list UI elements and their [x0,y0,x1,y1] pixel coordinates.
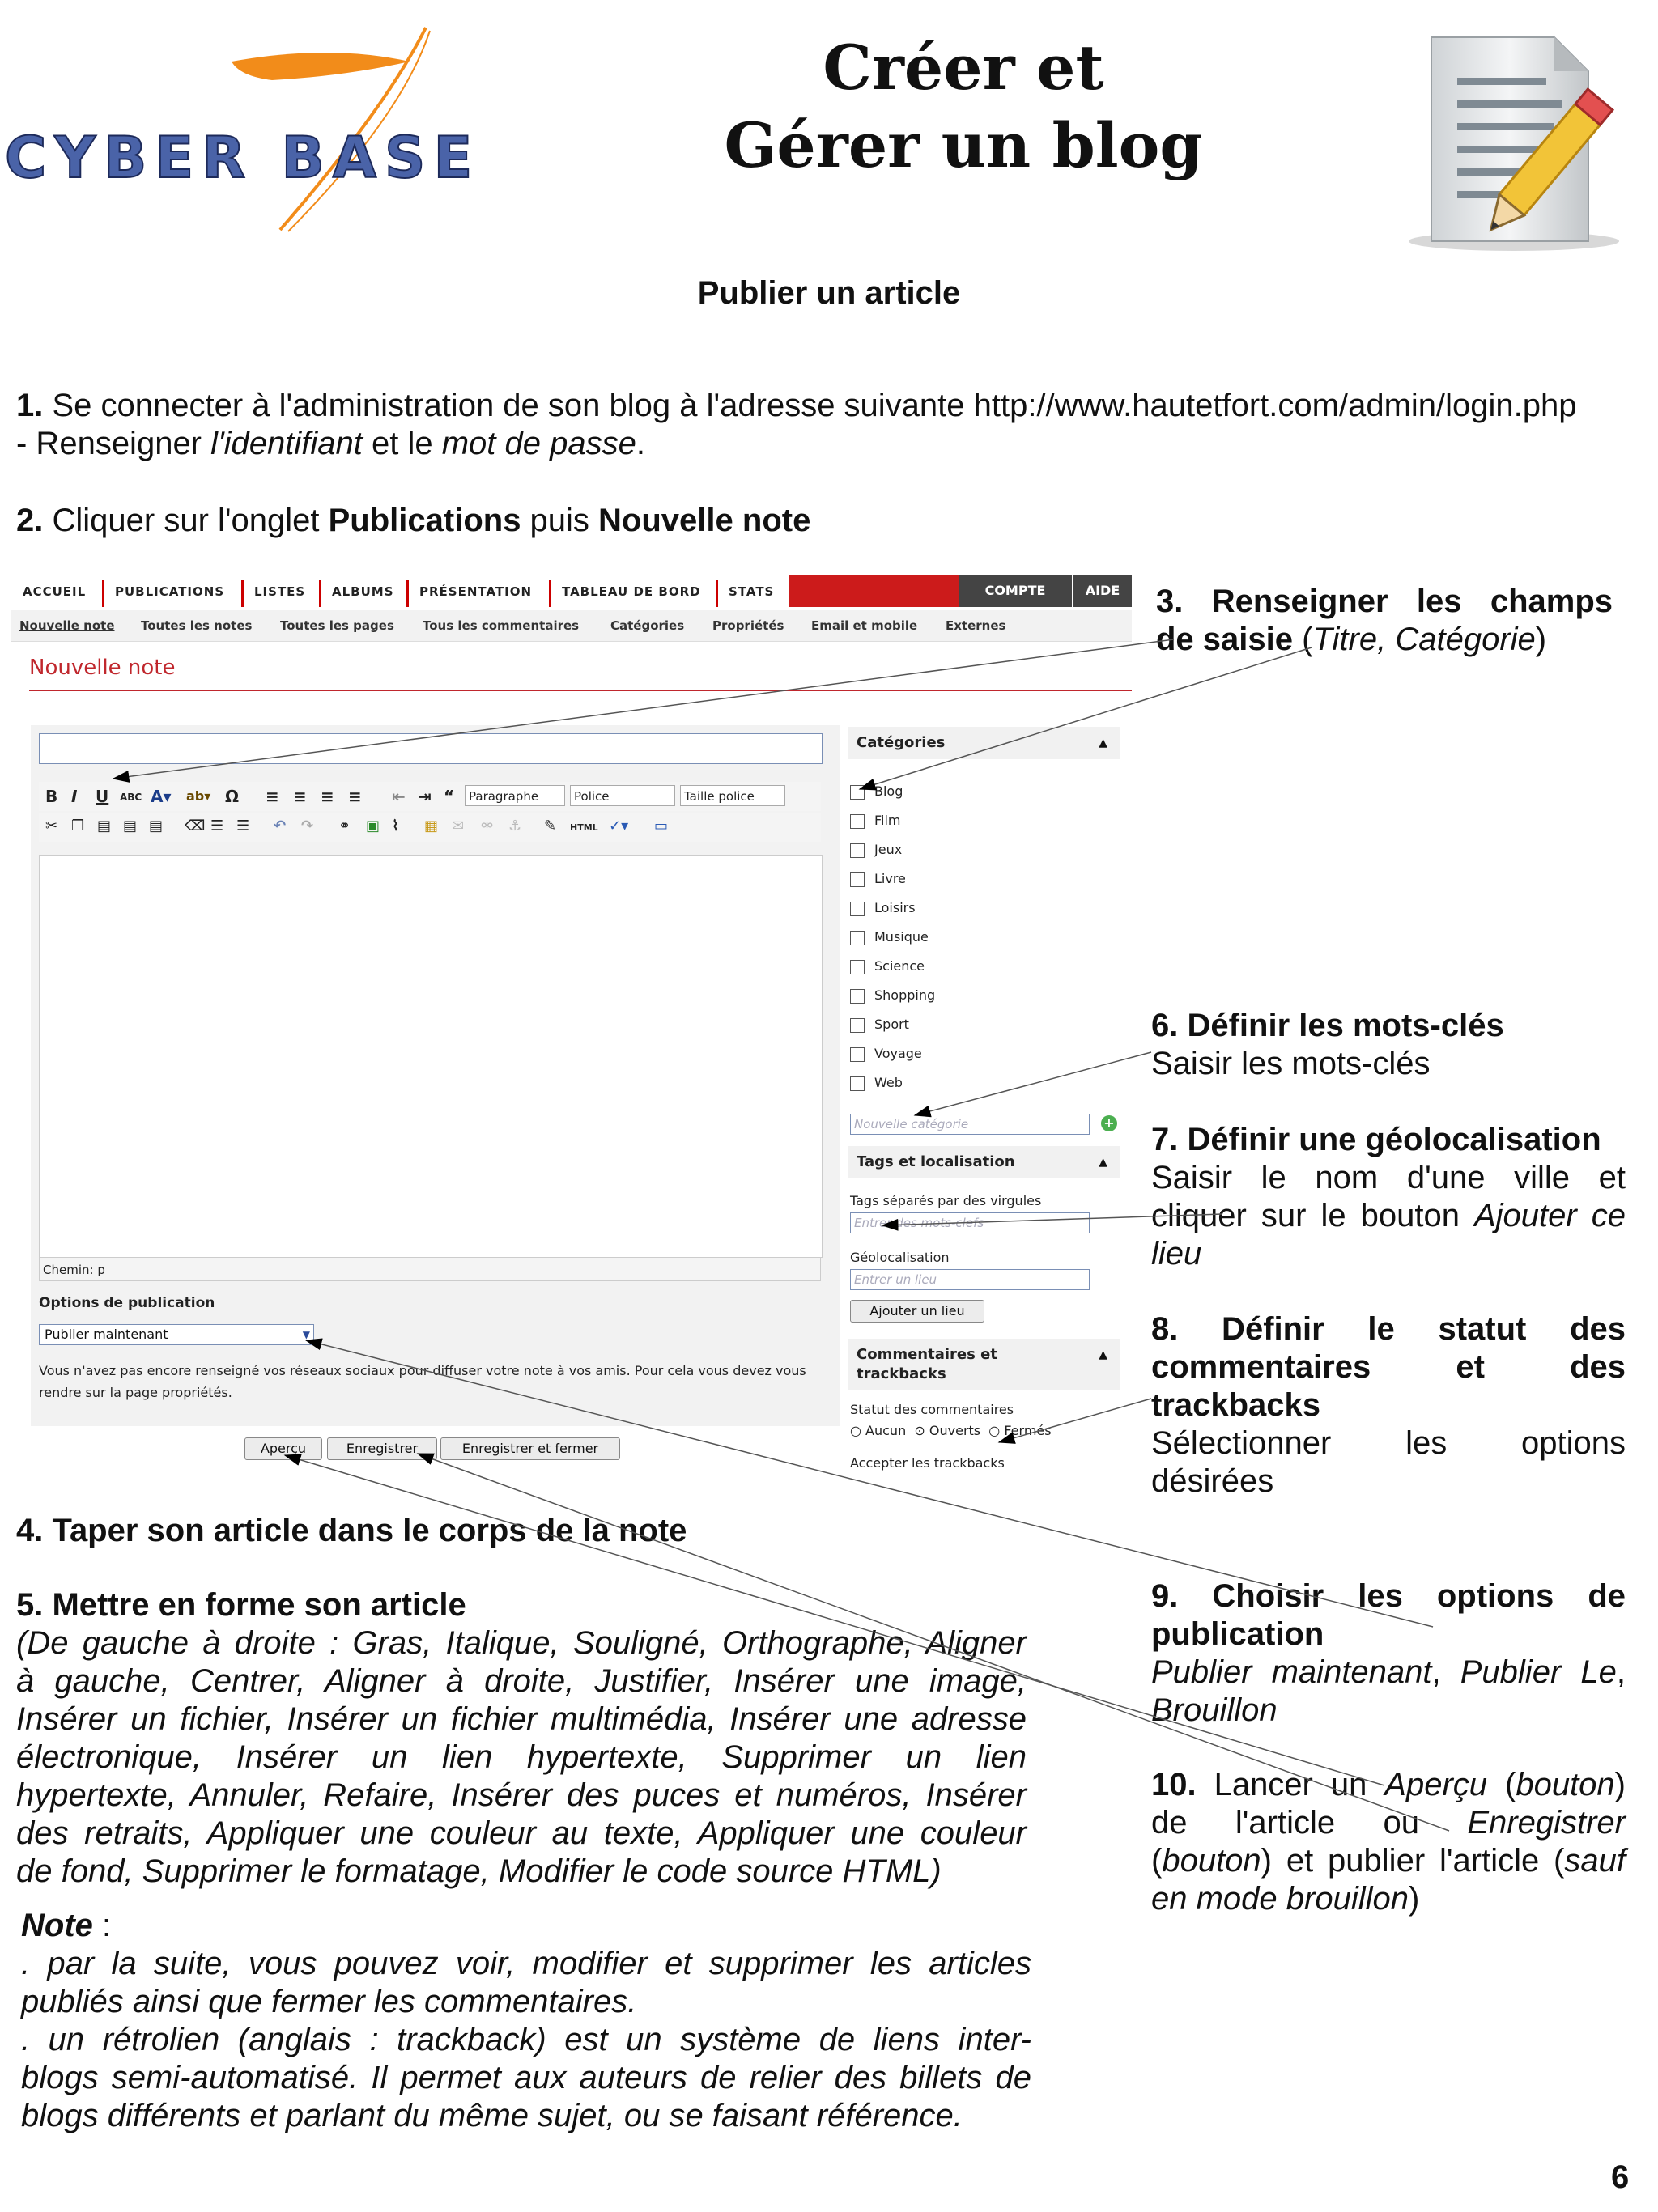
nav-separator [319,580,321,607]
sub-tab-nouvelle-note[interactable]: Nouvelle note [19,618,115,633]
step9-line1: 9. Choisir les options de [1151,1578,1626,1614]
step10-enregistrer: Enregistrer [1467,1805,1626,1841]
collapse-icon[interactable]: ▲ [1099,737,1107,749]
sub-tab-externes[interactable]: Externes [946,618,1006,633]
step7-title: 7. Définir une géolocalisation [1151,1122,1601,1157]
category-item[interactable] [850,1017,909,1033]
step6-text: Saisir les mots-clés [1151,1046,1431,1081]
checkbox-icon[interactable] [850,814,865,829]
checkbox-icon[interactable] [850,1076,865,1091]
cyberbase-logo [5,11,612,238]
format-select[interactable]: Paragraphe [465,785,565,806]
doc-title-line2: Gérer un blog [724,109,1203,181]
checkbox-icon[interactable] [850,785,865,800]
paste-text-icon[interactable]: ▤ [123,817,138,834]
fullscreen-icon[interactable]: ▭ [654,817,669,834]
special-char-icon[interactable]: Ω [225,787,240,806]
step9-line3-b: , [1431,1654,1460,1690]
font-select[interactable]: Police [570,785,675,806]
editor-path: Chemin: p [39,1257,821,1281]
redo-icon[interactable]: ↷ [301,817,314,834]
underline-button[interactable]: U [96,787,109,806]
nav-tab-stats[interactable]: STATS [729,584,775,599]
step1-number: 1. [16,388,44,423]
category-item[interactable] [850,1046,922,1062]
step5-line: de fond, Supprimer le formatage, Modifier le code source HTML) [16,1853,942,1889]
step5-line: (De gauche à droite : Gras, Italique, Souligné, Orthographe, Aligner [16,1625,1027,1661]
category-item[interactable] [850,1075,903,1091]
nav-tab-presentation[interactable]: PRÉSENTATION [419,584,533,599]
step5-line: hypertexte, Annuler, Refaire, Insérer des puces et numéros, Insérer [16,1777,1027,1813]
step3-line2-b: ( [1293,622,1313,657]
logo-text: CYBER BASE [5,125,481,191]
category-item[interactable] [850,813,901,829]
step10-line1-b: Lancer un [1196,1767,1385,1802]
checkbox-icon[interactable] [850,1018,865,1033]
category-item[interactable] [850,783,903,800]
step7-line2-b: Ajouter ce [1473,1198,1626,1233]
step1 [16,387,1652,463]
document-edit-icon [1392,29,1627,256]
step3-line2-a: de saisie [1156,622,1294,657]
sub-tab-email-et-mobile[interactable]: Email et mobile [811,618,918,633]
page-number: 6 [1611,2159,1630,2195]
nav-separator [102,580,104,607]
nav-aide[interactable]: AIDE [1073,575,1132,607]
nav-tab-listes[interactable]: LISTES [254,584,306,599]
new-category-input[interactable]: Nouvelle catégorie [850,1114,1090,1135]
top-nav [11,575,1132,607]
nav-compte[interactable]: COMPTE [959,575,1072,607]
step5 [16,1586,1027,1891]
sub-tab-categories[interactable]: Catégories [610,618,685,633]
tags-label: Tags séparés par des virgules [850,1193,1042,1208]
radio-fermes-label: Fermés [1004,1423,1052,1438]
add-place-button[interactable]: Ajouter un lieu [850,1300,984,1323]
sub-tab-toutes-les-pages[interactable]: Toutes les pages [280,618,394,633]
unlink-icon[interactable]: ⚮ [481,817,494,834]
category-label: Musique [874,929,929,945]
collapse-icon[interactable]: ▲ [1099,1348,1107,1361]
collapse-icon[interactable]: ▲ [1099,1156,1107,1169]
publication-options-label: Options de publication [39,1295,215,1311]
note-line: . par la suite, vous pouvez voir, modifier et supprimer les articles [21,1946,1031,1981]
step1-line2-e: . [636,426,645,461]
text-color-icon[interactable]: A▾ [151,787,172,806]
category-item[interactable] [850,929,929,945]
bold-button[interactable]: B [45,787,58,806]
tags-title: Tags et localisation [857,1153,1015,1170]
step9 [1151,1577,1626,1730]
tags-input[interactable]: Entrer des mots-clefs [850,1212,1090,1233]
step2 [16,502,810,540]
step7-line2-a: cliquer sur le bouton [1151,1198,1474,1233]
checkbox-icon[interactable] [850,872,865,887]
step9-line4: Brouillon [1151,1692,1278,1728]
step10-line3-c: ) et publier l'article ( [1261,1843,1565,1879]
step8-line1: 8. Définir le statut des [1151,1311,1626,1347]
comments-title-line1: Commentaires et [857,1346,997,1363]
category-label: Shopping [874,987,936,1003]
numbered-list-icon[interactable]: ☰ [236,817,250,834]
nav-separator [716,580,718,607]
note-block [21,1907,1031,2135]
sub-tab-toutes-les-notes[interactable]: Toutes les notes [141,618,253,633]
note-colon: : [92,1908,112,1943]
step2-number: 2. [16,503,44,538]
step9-line3-d: , [1616,1654,1626,1690]
category-label: Livre [874,871,906,886]
save-close-button[interactable]: Enregistrer et fermer [440,1437,620,1460]
attach-file-icon[interactable]: ⌇ [392,817,399,834]
step10-brouillon: en mode brouillon [1151,1881,1409,1917]
step2-publications: Publications [328,503,521,538]
note-line: blogs semi-automatisé. Il permet aux auteurs de relier des billets de [21,2060,1031,2095]
step3-line1: 3. Renseigner les champs [1156,584,1613,619]
doc-title-line1: Créer et [823,32,1104,104]
step10-line1-d: ( [1487,1767,1516,1802]
align-center-icon[interactable]: ≡ [293,787,307,806]
step7-line1: Saisir le nom d'une ville et [1151,1160,1626,1195]
image-icon[interactable]: ▣ [366,817,380,834]
nav-tab-accueil[interactable]: ACCUEIL [23,584,87,599]
align-justify-icon[interactable]: ≡ [348,787,362,806]
publication-note: Vous n'avez pas encore renseigné vos réseaux sociaux pour diffuser votre note à vos amis. Pour cela vous devez vous rendre sur la page propriétés. [39,1363,806,1400]
category-item[interactable] [850,987,935,1004]
checkbox-icon[interactable] [850,931,865,945]
bullet-list-icon[interactable]: ☰ [210,817,224,834]
add-category-icon[interactable]: + [1101,1115,1117,1131]
chevron-down-icon: ▼ [302,1329,310,1340]
radio-ouverts[interactable]: ⊙ Ouverts [914,1423,981,1438]
geo-input[interactable]: Entrer un lieu [850,1269,1090,1290]
note-line: . un rétrolien (anglais : trackback) est un système de liens inter- [21,2022,1031,2057]
category-item[interactable] [850,842,902,858]
media-icon[interactable]: ▦ [424,817,439,834]
categories-header[interactable] [848,727,1120,759]
checkbox-icon[interactable] [850,1047,865,1062]
nav-tab-albums[interactable]: ALBUMS [332,584,394,599]
step1-line2-a: - Renseigner [16,426,211,461]
cut-icon[interactable]: ✂ [45,817,58,834]
email-icon[interactable]: ✉ [452,817,465,834]
step3-line2-c: Titre, Catégorie [1312,622,1536,657]
step1-identifiant: l'identifiant [210,426,363,461]
comments-status-label: Statut des commentaires [850,1402,1014,1417]
bg-color-icon[interactable]: ab▾ [186,788,211,804]
step8 [1151,1310,1626,1501]
step10-apercu: Aperçu [1384,1767,1488,1802]
category-item[interactable] [850,900,916,916]
link-icon[interactable]: ⚭ [338,817,351,834]
nav-red-bar [789,575,959,607]
note-line: publiés ainsi que fermer les commentaires. [21,1984,637,2019]
sub-nav [11,610,1132,642]
category-label: Science [874,958,925,974]
nav-separator [549,580,551,607]
editor-panel [31,725,840,1426]
radio-ouverts-label: Ouverts [929,1423,981,1438]
section-title: Publier un article [697,275,961,311]
step1-text: Se connecter à l'administration de son blog à l'adresse suivante http://www.hautetfort.com/admin/login.php [52,388,1577,423]
geo-label: Géolocalisation [850,1250,950,1265]
step1-mot-de-passe: mot de passe [441,426,636,461]
undo-icon[interactable]: ↶ [274,817,287,834]
note-body-editor[interactable] [39,855,823,1258]
publication-select[interactable] [39,1324,314,1345]
category-label: Web [874,1075,903,1090]
checkbox-icon[interactable] [850,902,865,916]
step8-line5: désirées [1151,1463,1274,1499]
categories-title: Catégories [857,734,946,751]
step10-line1-f: ) [1614,1767,1626,1802]
preview-button[interactable]: Aperçu [244,1437,322,1460]
step7 [1151,1121,1626,1273]
publication-select-value: Publier maintenant [45,1327,168,1342]
step10-number: 10. [1151,1767,1197,1802]
category-label: Jeux [874,842,903,857]
step4: 4. Taper son article dans le corps de la note [16,1513,687,1548]
step2-nouvelle-note: Nouvelle note [598,503,811,538]
nav-tab-tableau-de-bord[interactable]: TABLEAU DE BORD [562,584,701,599]
step3-line2-d: ) [1535,622,1547,657]
note-line: blogs différents et parlant du même sujet, ou se faisant référence. [21,2098,963,2133]
format-toolbar-row1 [39,782,821,811]
step5-title: 5. Mettre en forme son article [16,1587,466,1623]
checkbox-icon[interactable] [850,843,865,858]
step5-line: électronique, Insérer un lien hypertexte, Supprimer un lien [16,1739,1027,1775]
step10-line2-a: de l'article ou [1151,1805,1468,1841]
trackbacks-label: Accepter les trackbacks [850,1455,1005,1471]
radio-fermes[interactable]: ○ Fermés [988,1423,1052,1438]
checkbox-icon[interactable] [850,960,865,974]
step5-line: Insérer un fichier, Insérer un fichier multimédia, Insérer une adresse [16,1701,1027,1737]
category-label: Blog [874,783,903,799]
radio-aucun-label: Aucun [865,1423,907,1438]
step10-line3-bouton: bouton [1162,1843,1261,1879]
nav-separator [406,580,409,607]
step3 [1156,583,1613,659]
indent-icon[interactable]: ⇥ [418,787,432,806]
category-label: Film [874,813,901,828]
italic-button[interactable]: I [71,787,78,806]
paste-word-icon[interactable]: ▤ [149,817,164,834]
category-label: Voyage [874,1046,922,1061]
outdent-icon[interactable]: ⇤ [392,787,406,806]
align-right-icon[interactable]: ≡ [321,787,334,806]
step10 [1151,1766,1626,1918]
spellcheck-icon[interactable]: ✓▾ [609,817,629,834]
step10-sauf: sauf [1564,1843,1626,1879]
step8-line3: trackbacks [1151,1387,1321,1423]
anchor-icon[interactable]: ⚓ [508,817,522,834]
remove-format-icon[interactable]: ⌫ [185,817,206,834]
step5-line: à gauche, Centrer, Aligner à droite, Justifier, Insérer une image, [16,1663,1027,1699]
checkbox-icon[interactable] [850,989,865,1004]
format-toolbar-row2 [39,813,821,842]
step2-c: puis [521,503,599,538]
html-source-button[interactable]: HTML [570,822,598,833]
tags-header[interactable] [848,1146,1120,1178]
step8-line2: commentaires et des [1151,1349,1626,1385]
align-left-icon[interactable]: ≡ [266,787,279,806]
comments-status-radios [850,1423,1052,1438]
category-item[interactable] [850,871,906,887]
admin-screenshot [11,571,1132,1494]
sub-tab-tous-les-commentaires[interactable]: Tous les commentaires [423,618,580,633]
nav-separator [241,580,244,607]
step7-line3: lieu [1151,1236,1202,1272]
step10-line3-a: ( [1151,1843,1163,1879]
heading-rule [29,690,1132,691]
save-button[interactable]: Enregistrer [327,1437,437,1460]
nav-tab-publications[interactable]: PUBLICATIONS [115,584,225,599]
step10-line4-b: ) [1409,1881,1420,1917]
font-size-select[interactable]: Taille police [680,785,785,806]
step8-line4: Sélectionner les options [1151,1425,1626,1461]
step1-line2-c: et le [362,426,442,461]
doc-title [680,29,1247,185]
step6-title: 6. Définir les mots-clés [1151,1008,1504,1043]
spellcheck-button[interactable]: ABC [120,792,142,803]
sub-tab-proprietes[interactable]: Propriétés [712,618,784,633]
category-label: Sport [874,1017,909,1032]
step9-line3-c: Publier Le [1460,1654,1617,1690]
step10-bouton: bouton [1516,1767,1615,1802]
category-label: Loisirs [874,900,916,915]
title-input[interactable] [39,733,823,764]
step9-line3-a: Publier maintenant [1151,1654,1432,1690]
page-heading: Nouvelle note [29,656,176,680]
comments-title-line2: trackbacks [857,1365,946,1382]
step5-line: des retraits, Appliquer une couleur au texte, Appliquer une couleur [16,1815,1027,1851]
radio-aucun[interactable]: ○ Aucun [850,1423,907,1438]
note-title: Note [21,1908,93,1943]
comments-header[interactable] [848,1339,1120,1390]
step2-a: Cliquer sur l'onglet [52,503,329,538]
step6 [1151,1007,1637,1083]
paste-icon[interactable]: ▤ [97,817,112,834]
blockquote-icon[interactable]: “ [444,787,455,806]
edit-icon[interactable]: ✎ [544,817,557,834]
category-item[interactable] [850,958,925,974]
copy-icon[interactable]: ❐ [71,817,85,834]
step9-line2: publication [1151,1616,1324,1652]
